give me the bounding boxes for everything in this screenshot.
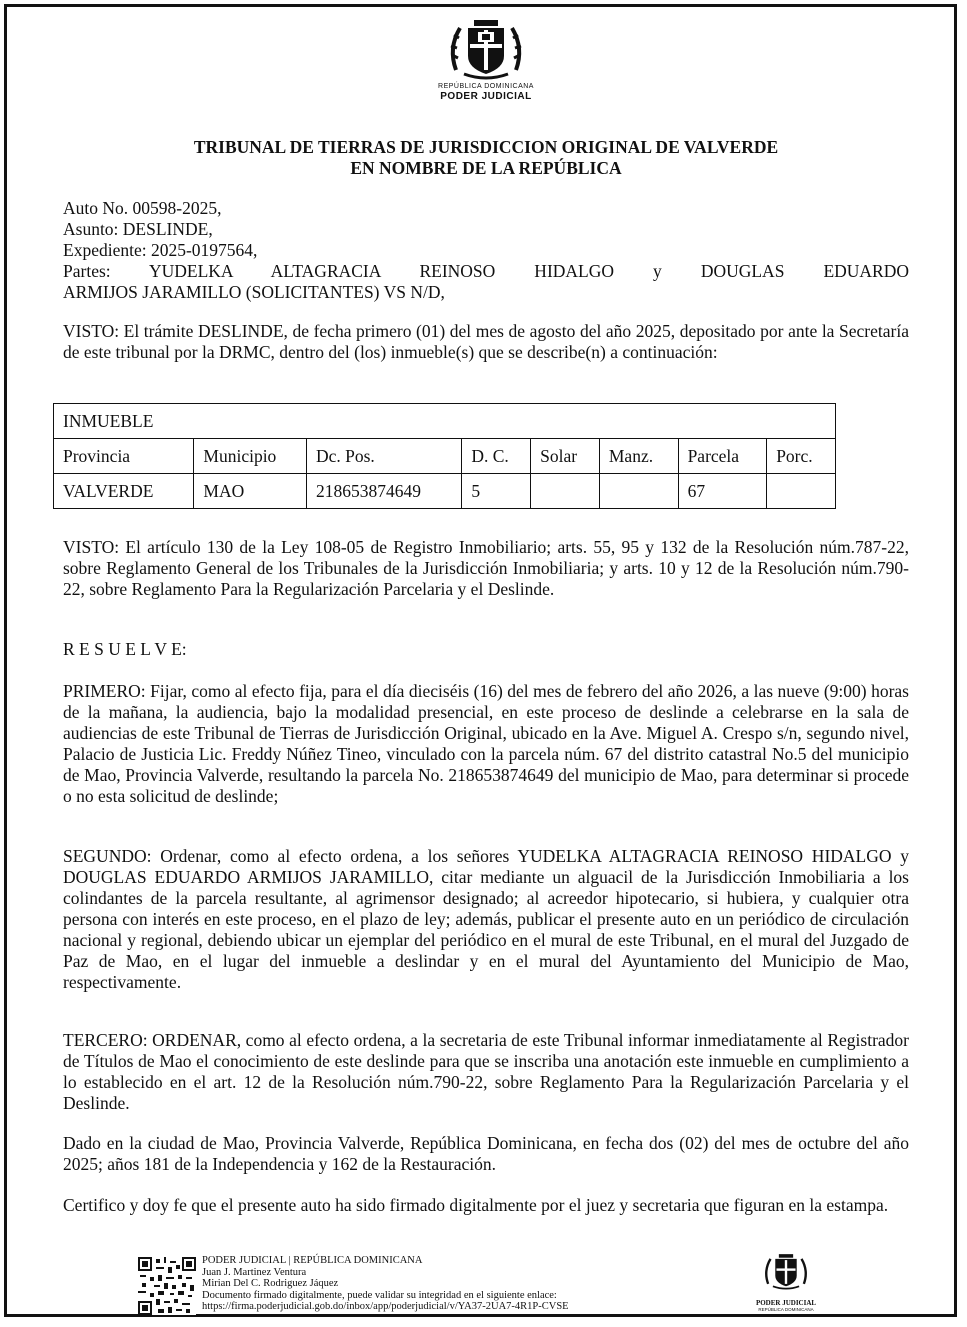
seal-caption-institution: PODER JUDICIAL [440,91,532,102]
document-header [63,137,909,179]
partes-line-1: Partes: YUDELKA ALTAGRACIA REINOSO HIDALGO y DOUGLAS EDUARDO [63,261,909,281]
inmueble-title: INMUEBLE [54,404,836,439]
bottom-seal-caption: PODER JUDICIAL [755,1299,817,1307]
table-row [54,474,836,509]
header-municipio: Municipio [194,439,307,474]
digital-signature-stamp [138,1255,838,1315]
header-parcela: Parcela [678,439,767,474]
header-provincia: Provincia [54,439,194,474]
signer-judge: Juan J. Martinez Ventura [202,1266,307,1278]
header-solar: Solar [531,439,600,474]
cell-dc-pos: 218653874649 [306,474,461,509]
cell-porc [767,474,836,509]
dado-paragraph: Dado en la ciudad de Mao, Provincia Valverde, República Dominicana, en fecha dos (02) del mes de octubre del año 2025; años 181 de la Independencia y 162 de la Restauración. [63,1133,909,1174]
primero-paragraph: PRIMERO: Fijar, como al efecto fija, para el día dieciséis (16) del mes de febrero del año 2026, a las nueve (9:00) horas de la mañana, la audiencia, bajo la modalidad presencial, en este proceso de deslinde a celebrarse en la sala de audiencias de este Tribunal de Tierras de Jurisdicción Original, ubicado en la Ave. Miguel A. Crespo s/n, segundo nivel, Palacio de Justicia Lic. Freddy Núñez Tineo, vinculado con la parcela núm. 67 del distrito catastral No.5 del municipio de Mao, Provincia Valverde, resultando la parcela No. 218653874649 del municipio de Mao, para determinar si procede o no esta solicitud de deslinde; [63,681,909,806]
asunto: Asunto: DESLINDE, [63,219,213,239]
coat-of-arms-icon [444,18,528,82]
cell-parcela: 67 [678,474,767,509]
seal-caption-country: REPÚBLICA DOMINICANA [438,83,534,90]
certifico-paragraph: Certifico y doy fe que el presente auto ha sido firmado digitalmente por el juez y secretaria que figuran en la estampa. [63,1195,889,1215]
case-info [63,198,909,303]
header-dc: D. C. [462,439,531,474]
poder-judicial-seal [424,18,548,110]
coat-of-arms-icon [761,1250,811,1294]
segundo-paragraph: SEGUNDO: Ordenar, como al efecto ordena, a los señores YUDELKA ALTAGRACIA REINOSO HIDALGO y DOUGLAS EDUARDO ARMIJOS JARAMILLO, citar mediante un alguacil de la Jurisdicción Inmobiliaria a los colindantes de la parcela resultante, al agrimensor designado; al acreedor hipotecario, si hubiera, y cualquier otra persona con interés en este proceso, en el plazo de ley; además, publicar el presente auto en un periódico de circulación nacional y regional, debiendo ubicar un ejemplar del periódico en el mural de este Tribunal, en el mural del Juzgado de Paz de Mao, en el lugar del inmueble a deslindar y en el mural del Ayuntamiento del Municipio de Mao, respectivamente. [63,846,909,992]
signature-details [202,1255,569,1313]
header-dc-pos: Dc. Pos. [306,439,461,474]
tribunal-title: TRIBUNAL DE TIERRAS DE JURISDICCION ORIGINAL DE VALVERDE [193,137,779,157]
validation-note: Documento firmado digitalmente, puede validar su integridad en el siguiente enlace: [202,1289,557,1301]
qr-code-icon[interactable] [138,1257,196,1315]
resuelve-heading: R E S U E L V E: [63,639,187,659]
cell-municipio: MAO [194,474,307,509]
partes-line-2: ARMIJOS JARAMILLO (SOLICITANTES) VS N/D, [63,282,445,302]
cell-dc: 5 [462,474,531,509]
expediente: Expediente: 2025-0197564, [63,240,258,260]
cell-provincia: VALVERDE [54,474,194,509]
bottom-seal-country: REPÚBLICA DOMINICANA [758,1307,814,1312]
cell-solar [531,474,600,509]
stamp-institution: PODER JUDICIAL | REPÚBLICA DOMINICANA [202,1255,423,1266]
bottom-seal [748,1250,824,1316]
visto-paragraph-2: VISTO: El artículo 130 de la Ley 108-05 de Registro Inmobiliario; arts. 55, 95 y 132 de la Resolución núm.787-22, sobre Reglamento General de los Tribunales de la Jurisdicción Inmobiliaria; y arts. 10 y 12 de la Resolución núm.790-22, sobre Reglamento Para la Regularización Parcelaria y el Deslinde. [63,537,909,599]
auto-number: Auto No. 00598-2025, [63,198,222,218]
header-manz: Manz. [599,439,678,474]
tercero-paragraph: TERCERO: ORDENAR, como al efecto ordena, a la secretaria de este Tribunal informar inmediatamente al Registrador de Títulos de Mao el conocimiento de este deslinde para que se inscriba una anotación este inmueble en cumplimiento a lo establecido en el art. 12 de la Resolución núm.790-22, sobre Reglamento Para la Regularización Parcelaria y el Deslinde. [63,1030,909,1113]
inmueble-table [53,403,836,509]
cell-manz [599,474,678,509]
republic-subtitle: EN NOMBRE DE LA REPÚBLICA [350,158,622,178]
table-header-row [54,439,836,474]
header-porc: Porc. [767,439,836,474]
validation-link[interactable]: https://firma.poderjudicial.gob.do/inbox/app/poderjudicial/v/YA37-2UA7-4R1P-CVSE [202,1301,569,1312]
visto-paragraph-1: VISTO: El trámite DESLINDE, de fecha primero (01) del mes de agosto del año 2025, depositado por ante la Secretaría de este tribunal por la DRMC, dentro del (los) inmueble(s) que se describe(n) a continuación: [63,321,909,362]
signer-secretary: Mirian Del C. Rodriguez Jáquez [202,1278,339,1289]
